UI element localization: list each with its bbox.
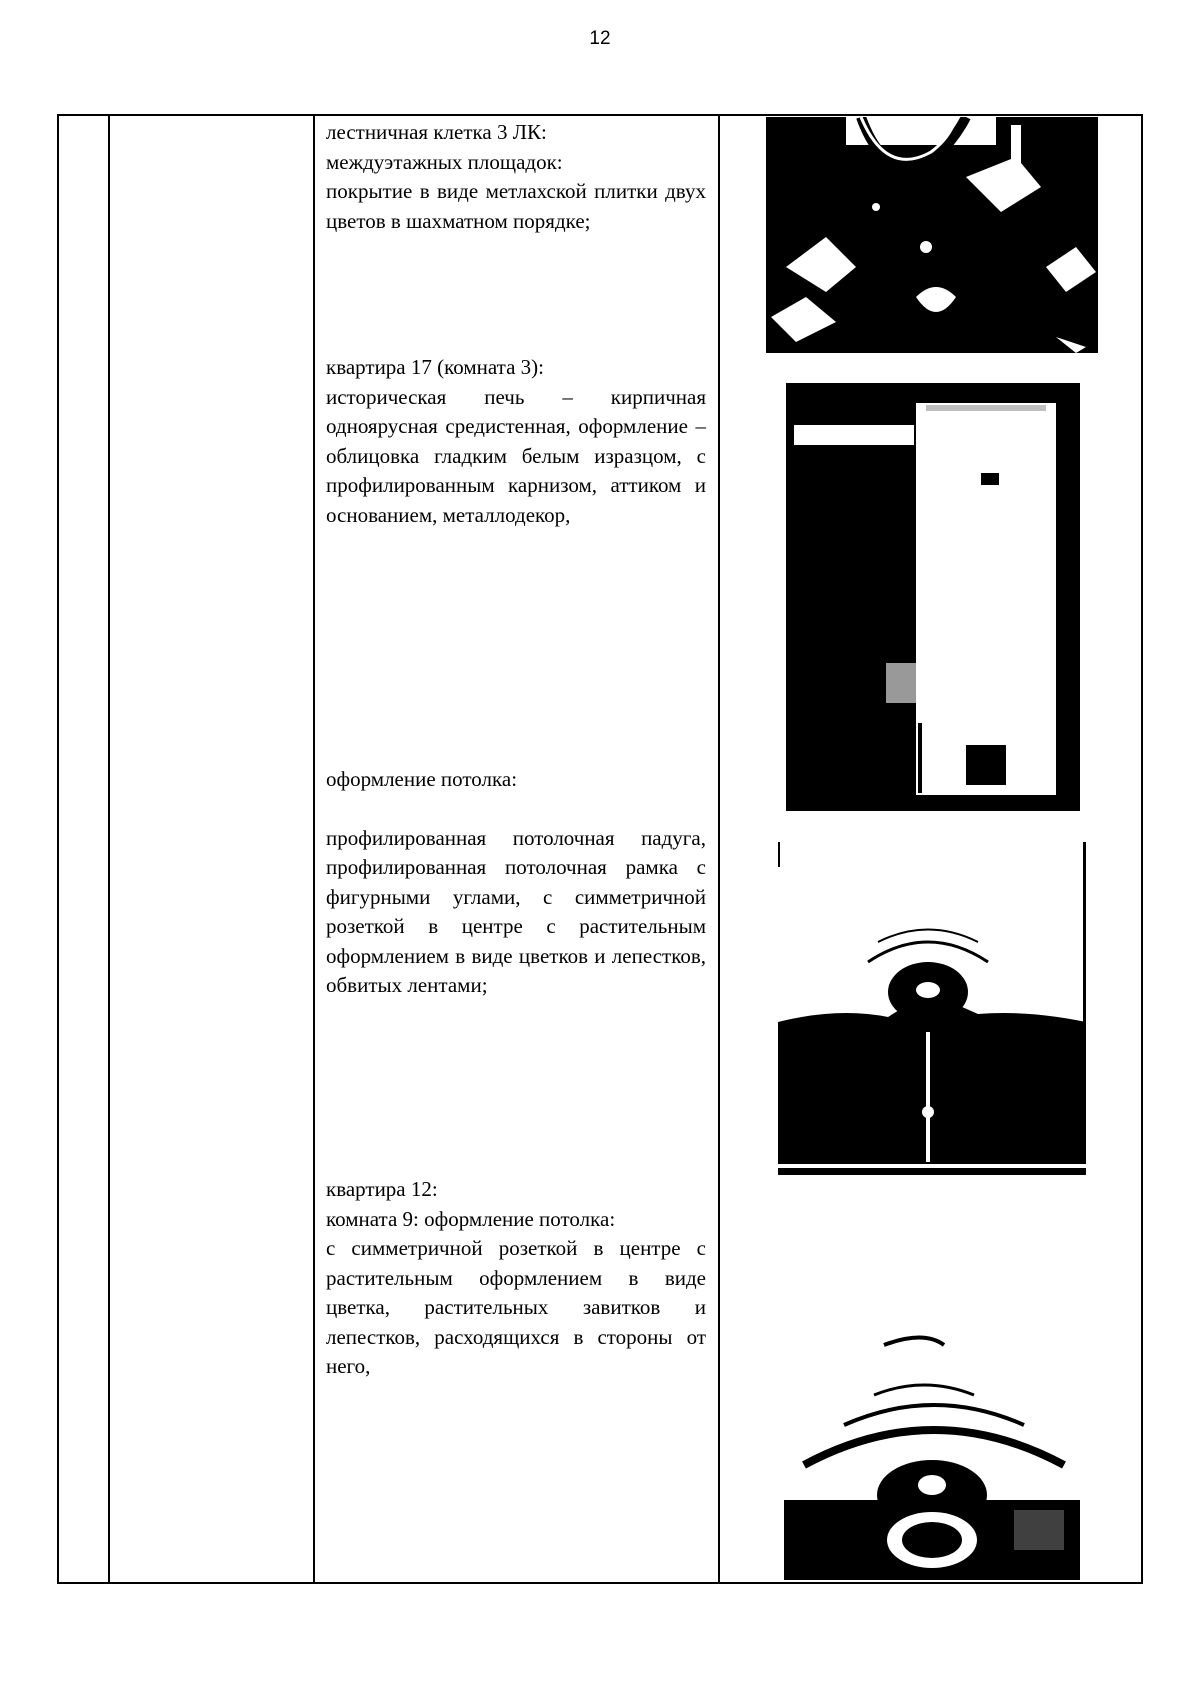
entry-heading: оформление потолка: [326,767,518,791]
entry-description: с симметричной розеткой в центре с растительным оформлением в виде цветка, растительных завитков и лепестков, расходящихся в стороны от него, [326,1236,706,1378]
entry-heading: комната 9: оформление потолка: [326,1206,616,1231]
page-number: 12 [589,28,611,49]
entry-description: профилированная потолочная падуга, профилированная потолочная рамка с фигурными углами, с симметричной розеткой в центре с растительным оформлением в виде цветков и лепестков, обвитых лентами; [326,825,706,997]
entry-heading: квартира 17 (комната 3): [326,355,544,379]
ceiling-rosette-2-photo [784,1285,1080,1580]
column-divider-3 [718,114,720,1584]
column-divider-2 [313,114,315,1584]
entry-heading: лестничная клетка 3 ЛК: [326,120,547,144]
entry-description: покрытие в виде метлахской плитки двух цветов в шахматном порядке; [326,179,706,233]
floor-tile-photo [766,117,1098,353]
column-divider-1 [108,114,110,1584]
entry-ceiling [326,765,706,1001]
stove-photo [786,383,1080,811]
entry-heading: междуэтажных площадок: [326,149,563,174]
entry-staircase [326,118,706,236]
entry-heading: квартира 12: [326,1177,438,1201]
entry-apartment-17 [326,353,706,530]
entry-apartment-12 [326,1175,706,1382]
entry-description: историческая печь – кирпичная одноярусная средистенная, оформление – облицовка гладким белым изразцом, с профилированным карнизом, аттиком и основанием, металлодекор, [326,384,706,527]
ceiling-rosette-photo [778,842,1086,1175]
